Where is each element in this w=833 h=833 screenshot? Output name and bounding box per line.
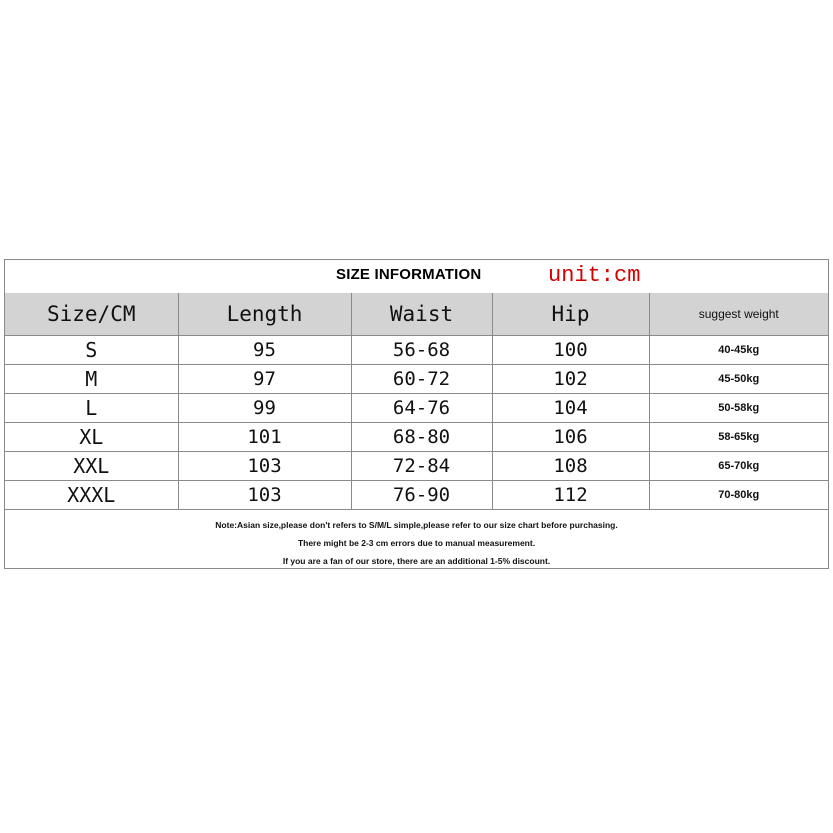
cell-waist: 64-76: [351, 394, 492, 423]
table-row: [5, 365, 828, 394]
cell-size: XXL: [5, 452, 178, 481]
cell-waist: 72-84: [351, 452, 492, 481]
cell-weight: 50-58kg: [649, 394, 828, 423]
cell-waist: 68-80: [351, 423, 492, 452]
chart-title: SIZE INFORMATION: [336, 266, 482, 283]
column-header-hip: Hip: [492, 293, 649, 336]
cell-size: L: [5, 394, 178, 423]
table-row: [5, 394, 828, 423]
cell-length: 103: [178, 452, 351, 481]
cell-size: XL: [5, 423, 178, 452]
cell-length: 103: [178, 481, 351, 510]
cell-weight: 40-45kg: [649, 336, 828, 365]
size-table: [5, 293, 828, 509]
unit-label: unit:cm: [548, 263, 641, 288]
notes-section: [5, 509, 828, 569]
cell-weight: 58-65kg: [649, 423, 828, 452]
cell-size: M: [5, 365, 178, 394]
cell-hip: 112: [492, 481, 649, 510]
cell-waist: 76-90: [351, 481, 492, 510]
cell-weight: 45-50kg: [649, 365, 828, 394]
cell-length: 101: [178, 423, 351, 452]
cell-weight: 70-80kg: [649, 481, 828, 510]
cell-hip: 106: [492, 423, 649, 452]
cell-hip: 100: [492, 336, 649, 365]
cell-size: XXXL: [5, 481, 178, 510]
cell-length: 99: [178, 394, 351, 423]
cell-waist: 56-68: [351, 336, 492, 365]
note-fan-discount: If you are a fan of our store, there are an additional 1-5% discount.: [282, 556, 551, 566]
note-measurement-error: There might be 2-3 cm errors due to manual measurement.: [297, 538, 536, 548]
cell-size: S: [5, 336, 178, 365]
table-row: [5, 481, 828, 510]
table-row: [5, 452, 828, 481]
cell-waist: 60-72: [351, 365, 492, 394]
column-header-length: Length: [178, 293, 351, 336]
header-row: [5, 293, 828, 336]
column-header-weight: suggest weight: [649, 293, 828, 336]
column-header-waist: Waist: [351, 293, 492, 336]
note-asian-size: Note:Asian size,please don't refers to S/M/L simple,please refer to our size chart before purchasing.: [215, 520, 618, 530]
cell-length: 95: [178, 336, 351, 365]
column-header-size: Size/CM: [5, 293, 178, 336]
size-chart: [4, 259, 829, 569]
title-row: [5, 260, 828, 294]
cell-hip: 108: [492, 452, 649, 481]
cell-length: 97: [178, 365, 351, 394]
table-row: [5, 423, 828, 452]
cell-hip: 104: [492, 394, 649, 423]
cell-weight: 65-70kg: [649, 452, 828, 481]
table-row: [5, 336, 828, 365]
cell-hip: 102: [492, 365, 649, 394]
